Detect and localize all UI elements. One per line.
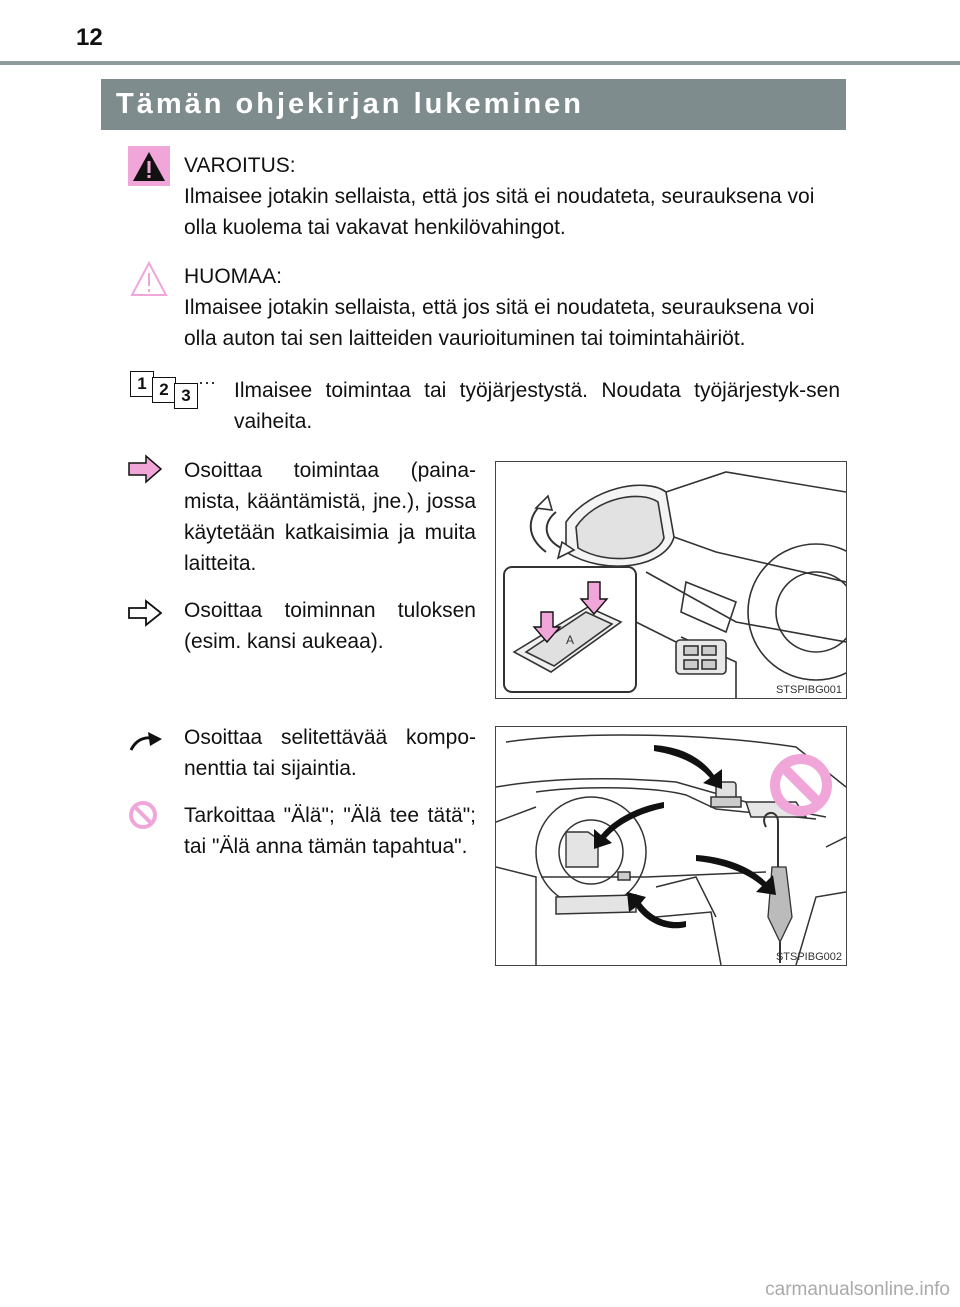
step-number-3: 3	[174, 383, 198, 409]
step-number-2: 2	[152, 377, 176, 403]
warning-triangle-icon	[128, 146, 170, 186]
mirror-switch-illustration	[496, 462, 846, 698]
warning-block	[184, 150, 840, 243]
notice-text: Ilmaisee jotakin sellaista, että jos sitä ei noudateta, seurauksena voi olla auton tai sen laitteiden vaurioituminen tai toimintahäiriöt.	[184, 296, 815, 350]
notice-heading: HUOMAA:	[184, 265, 283, 288]
pointer-arrow-icon	[128, 728, 164, 752]
figure-cabin	[495, 726, 847, 966]
cabin-illustration	[496, 727, 846, 965]
prohibition-text: Tarkoittaa "Älä"; "Älä tee tätä"; tai "Älä anna tämän tapahtua".	[184, 804, 476, 858]
steps-text: Ilmaisee toimintaa tai työjärjestystä. Noudata työjärjestyk-sen vaiheita.	[234, 379, 840, 433]
top-rule	[0, 61, 960, 65]
section-title: Tämän ohjekirjan lukeminen	[101, 79, 846, 130]
prohibition-icon	[128, 800, 158, 830]
figure-mirror-switch	[495, 461, 847, 699]
inset-label-a: A	[566, 633, 575, 647]
figure-code-1: STSPIBG001	[775, 684, 842, 696]
step-number-1: 1	[130, 371, 154, 397]
result-arrow-text: Osoittaa toiminnan tuloksen (esim. kansi aukeaa).	[184, 599, 476, 653]
outline-arrow-icon	[128, 598, 162, 628]
notice-triangle-icon	[128, 259, 170, 299]
action-arrow-text: Osoittaa toimintaa (paina-mista, kääntämistä, jne.), jossa käytetään katkaisimia ja muita laitteita.	[184, 459, 476, 575]
pink-arrow-icon	[128, 454, 162, 484]
warning-text: Ilmaisee jotakin sellaista, että jos sitä ei noudateta, seurauksena voi olla kuolema tai vakavat henkilövahingot.	[184, 185, 815, 239]
steps-ellipsis: ···	[198, 372, 216, 392]
warning-heading: VAROITUS:	[184, 154, 296, 177]
figure-code-2: STSPIBG002	[775, 951, 842, 963]
watermark: carmanualsonline.info	[765, 1279, 950, 1300]
page-number: 12	[76, 24, 103, 51]
notice-block	[184, 261, 840, 354]
pointer-arrow-text: Osoittaa selitettävää kompo-nenttia tai sijaintia.	[184, 726, 476, 780]
